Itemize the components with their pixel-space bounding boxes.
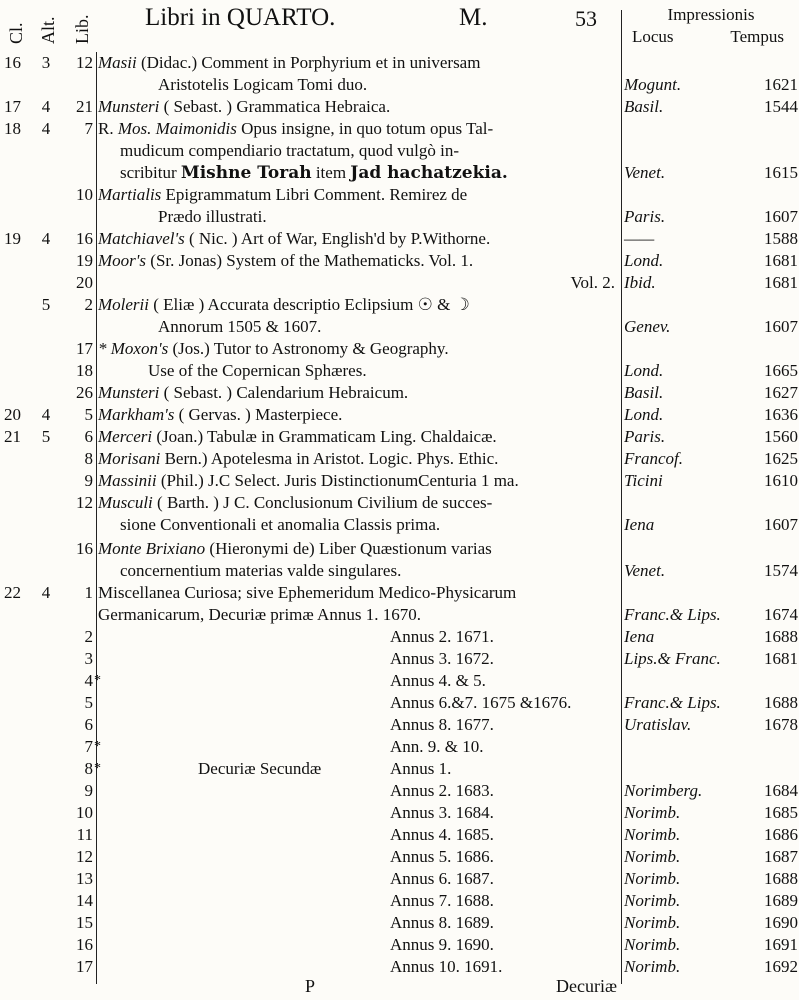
entry-text bbox=[98, 360, 619, 382]
entry-text bbox=[98, 228, 619, 250]
shelf-number: 5 bbox=[41, 427, 51, 446]
author-name: Merceri bbox=[98, 427, 153, 446]
imprint-year: 1681 bbox=[764, 251, 798, 270]
shelf-number: 3 bbox=[41, 53, 51, 72]
entry-text bbox=[98, 912, 619, 934]
impressionis-label: Impressionis bbox=[667, 5, 755, 24]
title-text: (Phil.) J.C Select. Juris DistinctionumCenturia 1 ma. bbox=[156, 471, 519, 490]
class-number: 22 bbox=[4, 583, 21, 602]
book-number: 7 bbox=[84, 119, 93, 138]
entry-line bbox=[98, 626, 619, 648]
entry-line bbox=[98, 780, 619, 802]
page-number: 53 bbox=[575, 6, 597, 31]
title-text: ( Eliæ ) Accurata descriptio Eclipsium ☉ & ☽ bbox=[149, 295, 470, 314]
book-number: 3 bbox=[84, 649, 93, 668]
column-rule-left bbox=[96, 52, 97, 984]
entry-text bbox=[98, 956, 619, 978]
imprint-place: Genev. bbox=[624, 317, 671, 336]
imprint-place: Paris. bbox=[624, 427, 666, 446]
book-number: 10 bbox=[76, 185, 93, 204]
entry-line bbox=[98, 846, 619, 868]
book-number: 2 bbox=[84, 627, 93, 646]
annus-text: Annus 4. 1685. bbox=[390, 825, 494, 844]
shelf-number: 4 bbox=[41, 119, 51, 138]
imprint-place: Francof. bbox=[624, 449, 684, 468]
book-number: 18 bbox=[76, 361, 93, 380]
entry-line-continued: concernentium materias valde singulares. bbox=[120, 561, 402, 580]
entry-text bbox=[98, 404, 619, 426]
book-number: 12 bbox=[76, 493, 93, 512]
entry-line bbox=[98, 582, 619, 604]
title-text: Bern.) Apotelesma in Aristot. Logic. Phys. Ethic. bbox=[160, 449, 499, 468]
entry-text bbox=[98, 426, 619, 448]
entry-text bbox=[98, 118, 619, 184]
imprint-place: Norimberg. bbox=[624, 781, 703, 800]
author-name: Martialis bbox=[98, 185, 162, 204]
entry-text bbox=[98, 538, 619, 582]
tempus-label: Tempus bbox=[730, 27, 784, 46]
imprint-year: 1636 bbox=[764, 405, 798, 424]
blackletter-title: Jad hachatzekia. bbox=[350, 163, 508, 183]
book-number: 19 bbox=[76, 251, 93, 270]
asterisk-mark: * bbox=[94, 761, 101, 776]
entry-text bbox=[98, 626, 619, 648]
imprint-place: Uratislav. bbox=[624, 715, 692, 734]
imprint-year: 1684 bbox=[764, 781, 798, 800]
catchword: Decuriæ bbox=[556, 976, 617, 996]
entry-line bbox=[98, 692, 619, 714]
entry-line bbox=[98, 448, 619, 470]
title-text: Use of the Copernican Sphæres. bbox=[148, 361, 367, 380]
book-number: 13 bbox=[76, 869, 93, 888]
title-text: ( Barth. ) J C. Conclusionum Civilium de succes- bbox=[152, 493, 493, 512]
imprint-place: Lond. bbox=[624, 251, 664, 270]
entry-text bbox=[98, 736, 619, 758]
author-name: Moor's bbox=[98, 251, 147, 270]
book-number: 7 bbox=[84, 737, 93, 756]
author-name: Mos. Maimonidis bbox=[117, 119, 237, 138]
book-number: 26 bbox=[76, 383, 93, 402]
entry-line bbox=[98, 736, 619, 758]
author-name: Musculi bbox=[98, 493, 153, 512]
entry-text bbox=[98, 250, 619, 272]
entry-line-continued: mudicum compendiario tractatum, quod vulgò in- bbox=[120, 141, 459, 160]
imprint-place: Lond. bbox=[624, 405, 664, 424]
entry-line bbox=[98, 824, 619, 846]
imprint-place: Norimb. bbox=[624, 803, 681, 822]
title-text: ( Sebast. ) Calendarium Hebraicum. bbox=[159, 383, 409, 402]
title-text: ( Nic. ) Art of War, English'd by P.Withorne. bbox=[184, 229, 491, 248]
entry-text bbox=[98, 802, 619, 824]
annus-text: Annus 7. 1688. bbox=[390, 891, 494, 910]
column-header-cl: Cl. bbox=[6, 22, 26, 44]
book-number: 16 bbox=[76, 539, 93, 558]
imprint-year: 1615 bbox=[764, 163, 798, 182]
imprint-place: Basil. bbox=[624, 97, 664, 116]
imprint-place: Ticini bbox=[624, 471, 663, 490]
shelf-number: 4 bbox=[41, 229, 51, 248]
entry-line-continued: Aristotelis Logicam Tomi duo. bbox=[158, 75, 368, 94]
imprint-year: 1681 bbox=[764, 273, 798, 292]
entry-text bbox=[98, 934, 619, 956]
imprint-place: Franc.& Lips. bbox=[624, 605, 721, 624]
entry-line bbox=[98, 426, 619, 448]
imprint-place: Basil. bbox=[624, 383, 664, 402]
imprint-year: 1621 bbox=[764, 75, 798, 94]
decuria-label: Decuriæ Secundæ bbox=[198, 759, 322, 778]
entry-text bbox=[98, 824, 619, 846]
imprint-year: 1625 bbox=[764, 449, 798, 468]
imprint-place: Ibid. bbox=[624, 273, 656, 292]
entry-text bbox=[98, 470, 619, 492]
entry-text bbox=[98, 382, 619, 404]
class-number: 17 bbox=[4, 97, 21, 116]
page-title: Libri in QUARTO. bbox=[145, 4, 336, 31]
imprint-year: 1665 bbox=[764, 361, 798, 380]
title-text: (Joan.) Tabulæ in Grammaticam Ling. Chaldaicæ. bbox=[152, 427, 497, 446]
book-number: 2 bbox=[84, 295, 93, 314]
imprint-year: 1544 bbox=[764, 97, 798, 116]
author-name: Masii bbox=[98, 53, 137, 72]
imprint-place: Franc.& Lips. bbox=[624, 693, 721, 712]
signature-mark: P bbox=[305, 976, 316, 996]
entry-line-continued: Annorum 1505 & 1607. bbox=[158, 317, 322, 336]
entry-text bbox=[98, 492, 619, 536]
shelf-number: 4 bbox=[41, 405, 51, 424]
entry-text bbox=[98, 670, 619, 692]
entry-line bbox=[98, 912, 619, 934]
imprint-year: 1674 bbox=[764, 605, 798, 624]
entry-text bbox=[98, 294, 619, 338]
class-number: 16 bbox=[4, 53, 21, 72]
imprint-year: 1681 bbox=[764, 649, 798, 668]
entry-line bbox=[98, 802, 619, 824]
imprint-year: 1691 bbox=[764, 935, 798, 954]
imprint-year: 1686 bbox=[764, 825, 798, 844]
impressionis-header bbox=[626, 4, 796, 48]
annus-text: Annus 4. & 5. bbox=[390, 671, 486, 690]
entry-line bbox=[98, 360, 619, 382]
imprint-year: 1607 bbox=[764, 207, 798, 226]
book-number: 16 bbox=[76, 229, 93, 248]
imprint-place: Venet. bbox=[624, 561, 666, 580]
entry-text bbox=[98, 758, 619, 780]
entry-line bbox=[98, 404, 619, 426]
entry-line bbox=[98, 868, 619, 890]
imprint-year: 1688 bbox=[764, 869, 798, 888]
author-name: Markham's bbox=[98, 405, 175, 424]
entry-text bbox=[98, 714, 619, 736]
imprint-year: 1685 bbox=[764, 803, 798, 822]
imprint-year: 1688 bbox=[764, 693, 798, 712]
author-name: Munsteri bbox=[98, 383, 160, 402]
imprint-year: 1588 bbox=[764, 229, 798, 248]
book-number: 5 bbox=[84, 693, 93, 712]
entry-line bbox=[98, 338, 619, 360]
entry-line-continued: Germanicarum, Decuriæ primæ Annus 1. 1670. bbox=[98, 605, 421, 624]
imprint-place: Lips.& Franc. bbox=[624, 649, 721, 668]
book-number: 16 bbox=[76, 935, 93, 954]
entry-line-continued bbox=[98, 162, 619, 184]
book-number: 5 bbox=[84, 405, 93, 424]
entry-text bbox=[98, 52, 619, 96]
entry-text bbox=[98, 890, 619, 912]
imprint-place: Lond. bbox=[624, 361, 664, 380]
book-number: 8 bbox=[84, 449, 93, 468]
imprint-year: 1692 bbox=[764, 957, 798, 976]
entry-line bbox=[98, 648, 619, 670]
class-number: 21 bbox=[4, 427, 21, 446]
title-text: ( Sebast. ) Grammatica Hebraica. bbox=[159, 97, 391, 116]
entry-text bbox=[98, 780, 619, 802]
inscription-text: item bbox=[311, 163, 351, 182]
entry-text bbox=[98, 272, 619, 294]
column-header-alt: Alt. bbox=[38, 16, 58, 44]
book-number: 20 bbox=[76, 273, 93, 292]
imprint-year: 1688 bbox=[764, 627, 798, 646]
shelf-number: 4 bbox=[41, 97, 51, 116]
entry-line-continued: Prædo illustrati. bbox=[158, 207, 267, 226]
asterisk-mark: * bbox=[94, 739, 101, 754]
title-text: Miscellanea Curiosa; sive Ephemeridum Medico-Physicarum bbox=[98, 583, 517, 602]
entry-line bbox=[98, 184, 619, 206]
title-text: (Jos.) Tutor to Astronomy & Geography. bbox=[168, 339, 449, 358]
locus-label: Locus bbox=[632, 27, 674, 46]
book-number: 6 bbox=[84, 427, 93, 446]
entry-line bbox=[98, 714, 619, 736]
annus-text: Annus 5. 1686. bbox=[390, 847, 494, 866]
column-rule-right bbox=[621, 10, 622, 984]
volume-text: Vol. 2. bbox=[570, 273, 615, 292]
author-name: Matchiavel's bbox=[98, 229, 185, 248]
entry-text bbox=[98, 448, 619, 470]
imprint-year: 1689 bbox=[764, 891, 798, 910]
book-number: 14 bbox=[76, 891, 93, 910]
shelf-number: 5 bbox=[41, 295, 51, 314]
book-number: 9 bbox=[84, 781, 93, 800]
column-header-lib: Lib. bbox=[72, 14, 92, 44]
book-number: 6 bbox=[84, 715, 93, 734]
title-text: Epigrammatum Libri Comment. Remirez de bbox=[161, 185, 468, 204]
imprint-year: 1574 bbox=[764, 561, 798, 580]
shelf-number: 4 bbox=[41, 583, 51, 602]
title-text: (Didac.) Comment in Porphyrium et in universam bbox=[136, 53, 481, 72]
imprint-place: Norimb. bbox=[624, 913, 681, 932]
author-name: Monte Brixiano bbox=[98, 539, 206, 558]
asterisk-mark: * bbox=[94, 673, 101, 688]
annus-text: Annus 3. 1672. bbox=[390, 649, 494, 668]
imprint-place: —— bbox=[624, 229, 655, 248]
annus-text: Annus 2. 1671. bbox=[390, 627, 494, 646]
entry-line bbox=[98, 118, 619, 140]
imprint-place: Mogunt. bbox=[624, 75, 682, 94]
imprint-year: 1610 bbox=[764, 471, 798, 490]
entry-line bbox=[98, 538, 619, 560]
annus-text: Annus 6. 1687. bbox=[390, 869, 494, 888]
title-text: ( Gervas. ) Masterpiece. bbox=[174, 405, 343, 424]
locus-tempus-labels bbox=[626, 26, 796, 48]
author-name: Morisani bbox=[98, 449, 161, 468]
title-text: (Hieronymi de) Liber Quæstionum varias bbox=[205, 539, 492, 558]
entry-line-continued: sione Conventionali et anomalia Classis prima. bbox=[120, 515, 441, 534]
book-number: 1 bbox=[84, 583, 93, 602]
entry-line bbox=[98, 670, 619, 692]
entry-text bbox=[98, 648, 619, 670]
book-number: 15 bbox=[76, 913, 93, 932]
class-number: 18 bbox=[4, 119, 21, 138]
imprint-place: Norimb. bbox=[624, 847, 681, 866]
imprint-place: Norimb. bbox=[624, 891, 681, 910]
entry-line bbox=[98, 470, 619, 492]
entry-text bbox=[98, 868, 619, 890]
author-name: Munsteri bbox=[98, 97, 160, 116]
author-prefix: R. bbox=[98, 119, 118, 138]
entry-text bbox=[98, 184, 619, 228]
annus-text: Annus 2. 1683. bbox=[390, 781, 494, 800]
book-number: 12 bbox=[76, 847, 93, 866]
title-text: Opus insigne, in quo totum opus Tal- bbox=[236, 119, 494, 138]
imprint-place: Paris. bbox=[624, 207, 666, 226]
annus-text: Annus 8. 1677. bbox=[390, 715, 494, 734]
entry-line bbox=[98, 934, 619, 956]
annus-text: Annus 8. 1689. bbox=[390, 913, 494, 932]
entry-text bbox=[98, 96, 619, 118]
section-letter: M. bbox=[459, 4, 488, 31]
annus-text: Annus 1. bbox=[390, 759, 452, 778]
entry-line bbox=[98, 492, 619, 514]
book-number: 11 bbox=[76, 825, 93, 844]
entry-line bbox=[98, 294, 619, 316]
imprint-year: 1627 bbox=[764, 383, 798, 402]
entry-line bbox=[98, 956, 619, 978]
book-number: 12 bbox=[76, 53, 93, 72]
imprint-year: 1687 bbox=[764, 847, 798, 866]
imprint-place: Norimb. bbox=[624, 869, 681, 888]
entry-line bbox=[98, 890, 619, 912]
imprint-place: Venet. bbox=[624, 163, 666, 182]
book-number: 17 bbox=[76, 957, 93, 976]
entry-text bbox=[98, 846, 619, 868]
annus-text: Annus 10. 1691. bbox=[390, 957, 503, 976]
book-number: 21 bbox=[76, 97, 93, 116]
title-text: (Sr. Jonas) System of the Mathematicks. Vol. 1. bbox=[146, 251, 474, 270]
entry-line bbox=[98, 758, 619, 780]
book-number: 8 bbox=[84, 759, 93, 778]
entry-line bbox=[98, 52, 619, 74]
annus-text: Ann. 9. & 10. bbox=[390, 737, 484, 756]
author-name: Molerii bbox=[98, 295, 149, 314]
class-number: 20 bbox=[4, 405, 21, 424]
entry-line bbox=[98, 382, 619, 404]
imprint-place: Norimb. bbox=[624, 935, 681, 954]
blackletter-title: Mishne Torah bbox=[180, 163, 312, 183]
imprint-place: Norimb. bbox=[624, 825, 681, 844]
entry-line bbox=[98, 250, 619, 272]
book-number: 10 bbox=[76, 803, 93, 822]
inscription-text: scribitur bbox=[120, 163, 181, 182]
author-name: Massinii bbox=[98, 471, 157, 490]
book-number: 4 bbox=[84, 671, 93, 690]
entry-line bbox=[98, 272, 619, 294]
author-name: * Moxon's bbox=[98, 339, 169, 358]
page-title-row bbox=[145, 4, 605, 34]
imprint-place: Iena bbox=[624, 627, 655, 646]
imprint-year: 1690 bbox=[764, 913, 798, 932]
imprint-year: 1560 bbox=[764, 427, 798, 446]
class-number: 19 bbox=[4, 229, 21, 248]
annus-text: Annus 3. 1684. bbox=[390, 803, 494, 822]
book-number: 9 bbox=[84, 471, 93, 490]
entry-text bbox=[98, 582, 619, 626]
imprint-year: 1607 bbox=[764, 317, 798, 336]
entry-text bbox=[98, 338, 619, 360]
imprint-year: 1678 bbox=[764, 715, 798, 734]
entry-text bbox=[98, 692, 619, 714]
entry-line bbox=[98, 228, 619, 250]
annus-text: Annus 9. 1690. bbox=[390, 935, 494, 954]
book-number: 17 bbox=[76, 339, 93, 358]
imprint-year: 1607 bbox=[764, 515, 798, 534]
annus-text: Annus 6.&7. 1675 &1676. bbox=[390, 693, 572, 712]
imprint-place: Norimb. bbox=[624, 957, 681, 976]
entry-line bbox=[98, 96, 619, 118]
imprint-place: Iena bbox=[624, 515, 655, 534]
